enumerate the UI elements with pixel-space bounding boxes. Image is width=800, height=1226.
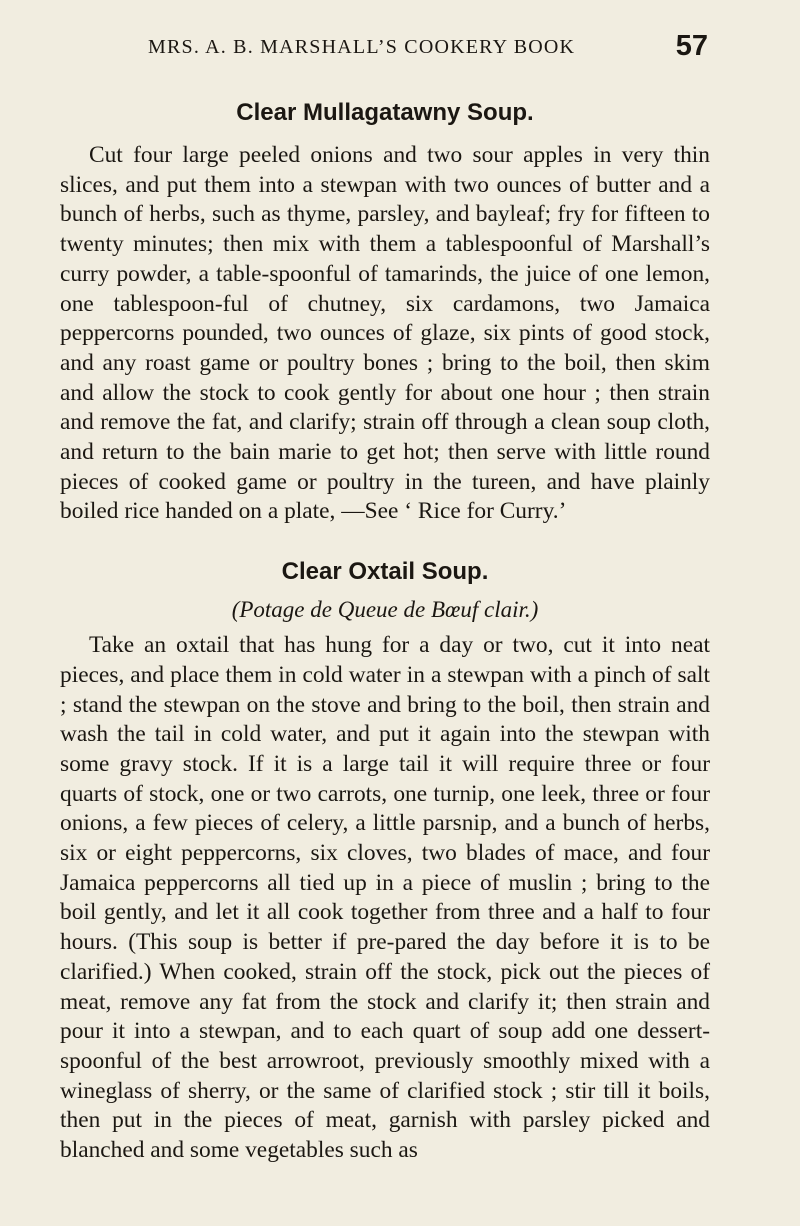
running-head [148,30,708,70]
recipe-body-oxtail: Take an oxtail that has hung for a day or two, cut it into neat pieces, and place them in cold water in a stewpan with a pinch of salt ; stand the stewpan on the stove and bring to the boil, then strain and wash the tail in cold water, and put it again into the stewpan with some gravy stock. If it is a large tail it will require three or four quarts of stock, one or two carrots, one turnip, one leek, three or four onions, a few pieces of celery, a little parsnip, and a bunch of herbs, six or eight peppercorns, six cloves, two blades of mace, and four Jamaica peppercorns all tied up in a piece of muslin ; bring to the boil gently, and let it all cook together from three and a half to four hours. (This soup is better if pre-pared the day before it is to be clarified.) When cooked, strain off the stock, pick out the pieces of meat, remove any fat from the stock and clarify it; then strain and pour it into a stewpan, and to each quart of soup add one dessert-spoonful of the best arrowroot, previously smoothly mixed with a wineglass of sherry, or the same of clarified stock ; stir till it boils, then put in the pieces of meat, garnish with parsley picked and blanched and some vegetables such as [60,632,710,1164]
recipe-subtitle-oxtail: (Potage de Queue de Bœuf clair.) [231,597,539,623]
page-number: 57 [675,30,708,62]
recipe-title-oxtail: Clear Oxtail Soup. [281,558,489,586]
recipe-body-mullagatawny: Cut four large peeled onions and two sour apples in very thin slices, and put them into a stewpan with two ounces of butter and a bunch of herbs, such as thyme, parsley, and bayleaf; fry for fifteen to twenty minutes; then mix with them a tablespoonful of Marshall’s curry powder, a table-spoonful of tamarinds, the juice of one lemon, one tablespoon-ful of chutney, six cardamons, two Jamaica peppercorns pounded, two ounces of glaze, six pints of good stock, and any roast game or poultry bones ; bring to the boil, then skim and allow the stock to cook gently for about one hour ; then strain and remove the fat, and clarify; strain off through a clean soup cloth, and return to the bain marie to get hot; then serve with little round pieces of cooked game or poultry in the tureen, and have plainly boiled rice handed on a plate, —See ‘ Rice for Curry.’ [60,142,710,525]
recipe-title-mullagatawny: Clear Mullagatawny Soup. [236,99,534,126]
page-body [60,98,710,1166]
running-head-title: MRS. A. B. MARSHALL’S COOKERY BOOK [148,36,576,58]
